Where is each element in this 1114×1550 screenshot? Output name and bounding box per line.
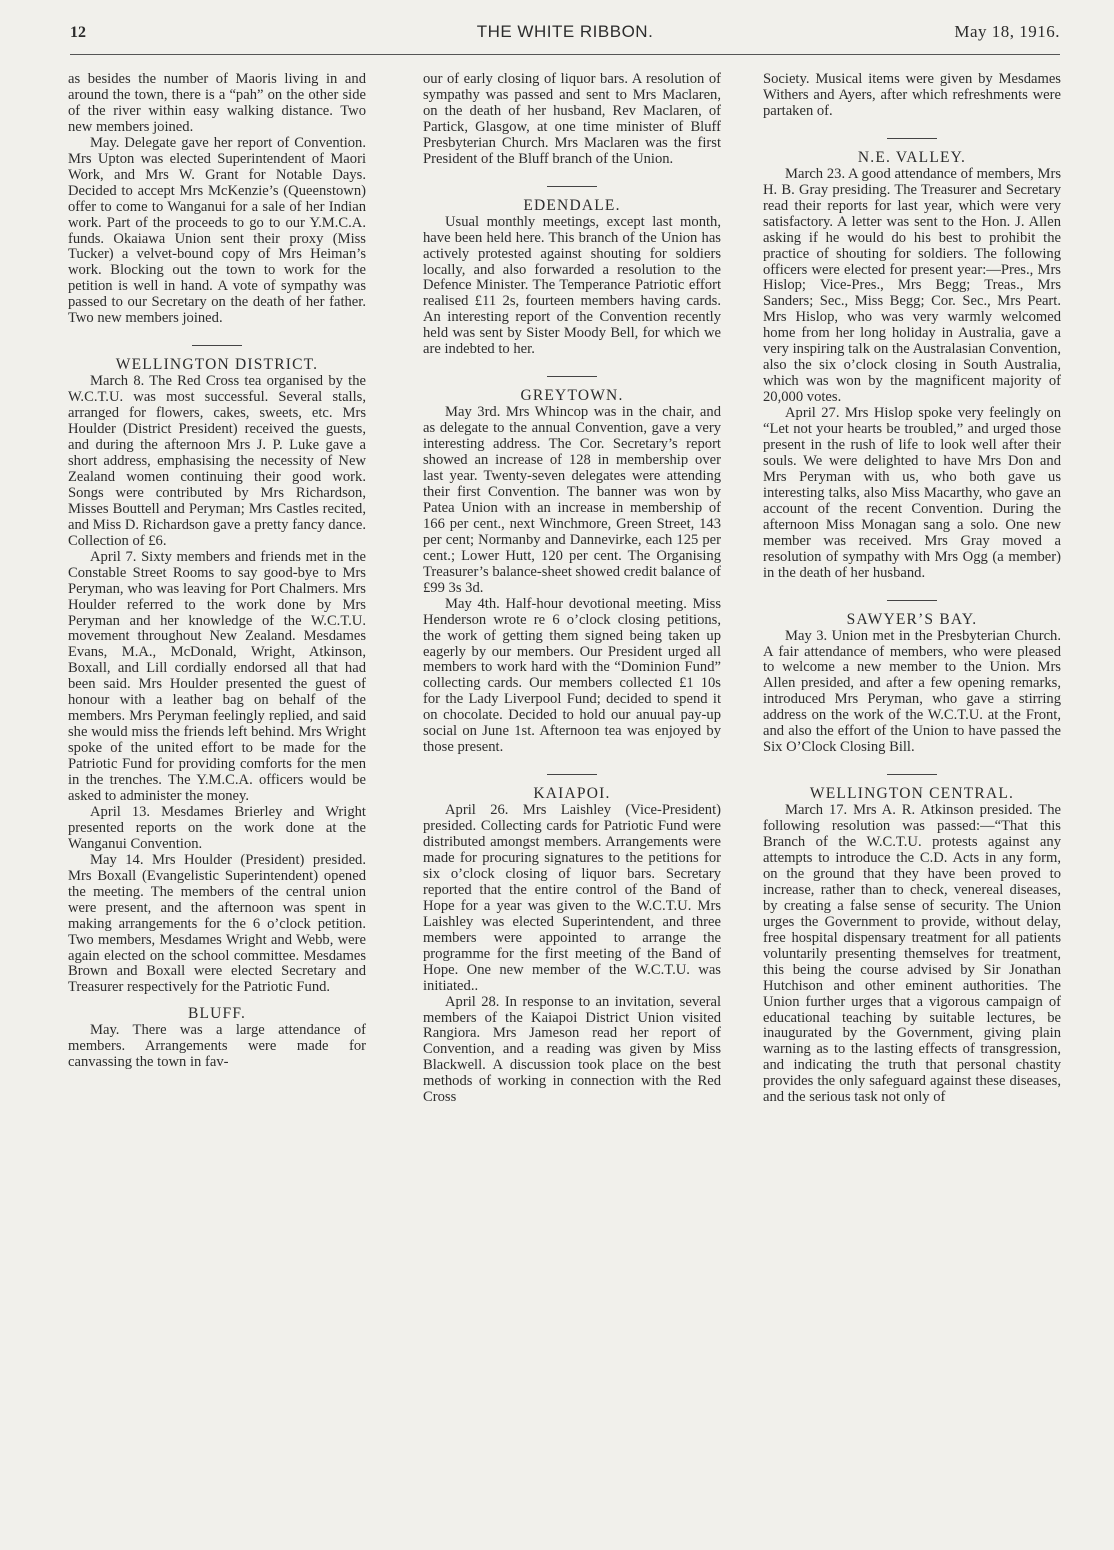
section-heading-kaiapoi: KAIAPOI. — [533, 785, 611, 803]
paragraph: April 27. Mrs Hislop spoke very feelingly on “Let not your hearts be troubled,” and urged those present in the rush of life to look well after their souls. We were delighted to have Mrs Don and Mrs Peryman with us, who both gave us interesting talks, also Miss Macarthy, who gave an account of the recent Convention. During the afternoon Miss Monagan sang a solo. One new member was received. Mrs Gray moved a resolution of sympathy with Mrs Ogg (a member) in the death of her husband. — [763, 405, 1061, 581]
section-heading-edendale: EDENDALE. — [523, 196, 621, 214]
paragraph: April 7. Sixty members and friends met in the Constable Street Rooms to say good-bye to Mrs Peryman, who was leaving for Port Chalmers. Mrs Houlder referred to the work done by Mrs Peryman and her knowledge of the W.C.T.U. movement throughout New Zealand. Mesdames Evans, M.A., McDonald, Wright, Atkinson, Boxall, and Lill cordially endorsed all that had been said. Mrs Houlder presented the guest of honour with a leather bag on behalf of the members. Mrs Peryman feelingly replied, and said she would miss the friends left behind. Mrs Wright spoke of the united effort to be made for the Patriotic Fund for providing comforts for the men in the trenches. The Y.M.C.A. officers would be asked to administer the money. — [68, 548, 366, 804]
paragraph: Society. Musical items were given by Mesdames Withers and Ayers, after which refreshments were partaken of. — [763, 71, 1061, 119]
section-divider — [192, 345, 242, 346]
section-heading-sawyers-bay: SAWYER’S BAY. — [846, 610, 978, 628]
paragraph: March 23. A good attendance of members, Mrs H. B. Gray presiding. The Treasurer and Secretary read their reports for last year, which were very satisfactory. A letter was sent to the Hon. J. Allen asking if he would do his best to prohibit the practice of shouting for soldiers. The following officers were elected for present year:—Pres., Mrs Hislop; Vice-Pres., Mrs Begg; Treas., Mrs Sanders; Sec., Miss Begg; Cor. Sec., Mrs Peart. Mrs Hislop, who was very warmly welcomed home from her long holiday in Australia, gave a very inspiring talk on the Australasian Convention, also the six o’clock closing in South Australia, which was won by the magnificent majority of 20,000 votes. — [763, 165, 1061, 406]
column-2 — [423, 72, 721, 1106]
section-divider — [887, 138, 937, 139]
paragraph: Usual monthly meetings, except last month, have been held here. This branch of the Union has actively protested against shouting for soldiers locally, and also forwarded a resolution to the Defence Minister. The Temperance Patriotic effort realised £11 2s, fourteen members having cards. An interesting report of the Convention recently held was sent by Sister Moody Bell, for which we are indebted to her. — [423, 213, 721, 358]
column-3 — [763, 72, 1061, 1106]
paragraph: May 4th. Half-hour devotional meeting. Miss Henderson wrote re 6 o’clock closing petitions, the work of getting them signed being taken up eagerly by our members. Our President urged all members to work hard with the “Dominion Fund” collecting cards. Our members collected £1 10s for the Lady Liverpool Fund; decided to spend it on chocolate. Decided to hold our anuual pay-up social on June 1st. Afternoon tea was enjoyed by those present. — [423, 595, 721, 756]
page-header — [70, 18, 1060, 55]
paragraph: March 8. The Red Cross tea organised by the W.C.T.U. was most successful. Several stalls, arranged for flowers, cakes, sweets, etc. Mrs Houlder (District President) received the guests, and during the afternoon Mrs J. P. Luke gave a short address, emphasising the necessity of New Zealand women continuing their good work. Songs were contributed by Mrs Richardson, Misses Bouttell and Peryman; Mrs Castles recited, and Miss D. Richardson gave a pretty fancy dance. Collection of £6. — [68, 373, 366, 549]
publication-title: THE WHITE RIBBON. — [476, 22, 654, 41]
paragraph: May. There was a large attendance of members. Arrangements were made for canvassing the town in fav- — [68, 1022, 366, 1071]
section-heading-ne-valley: N.E. VALLEY. — [857, 148, 967, 166]
paragraph: May 3rd. Mrs Whincop was in the chair, and as delegate to the annual Convention, gave a very interesting address. The Cor. Secretary’s report showed an increase of 128 in membership over last year. Twenty-seven delegates were attending their first Convention. The banner was won by Patea Union with an increase in membership of 166 per cent., next Winchmore, Green Street, 143 per cent; Normanby and Dannevirke, each 125 per cent.; Lower Hutt, 120 per cent. The Organising Treasurer’s balance-sheet showed credit balance of £99 3s 3d. — [423, 404, 721, 596]
paragraph: April 26. Mrs Laishley (Vice-President) presided. Collecting cards for Patriotic Fund were distributed amongst members. Arrangements were made for procuring signatures to the petitions for six o’clock closing of liquor bars. Secretary reported that the entire control of the Band of Hope for a year was given to the W.C.T.U. Mrs Laishley was elected Superintendent, and three members were appointed to arrange the programme for the first meeting of the Band of Hope. One new member of the W.C.T.U. was initiated.. — [423, 802, 721, 994]
section-divider — [887, 600, 937, 601]
paragraph: April 13. Mesdames Brierley and Wright presented reports on the work done at the Wanganui Convention. — [68, 803, 366, 852]
column-1 — [68, 72, 366, 1071]
section-heading-wellington-district: WELLINGTON DISTRICT. — [115, 356, 319, 374]
section-heading-bluff: BLUFF. — [187, 1005, 247, 1023]
issue-date: May 18, 1916. — [954, 22, 1060, 41]
paragraph: April 28. In response to an invitation, several members of the Kaiapoi District Union visited Rangiora. Mrs Jameson read her report of Convention, and a reading was given by Miss Blackwell. A discussion took place on the best methods of working in connection with the Red Cross — [423, 993, 721, 1106]
section-heading-greytown: GREYTOWN. — [520, 387, 624, 405]
paragraph: May 3. Union met in the Presbyterian Church. A fair attendance of members, who were pleased to welcome a new member to the Union. Mrs Allen presided, and after a few opening remarks, introduced Mrs Peryman, who gave a stirring address on the work of the W.C.T.U. at the Front, and also the effort of the Union to have passed the Six O’Clock Closing Bill. — [763, 627, 1061, 756]
paragraph: as besides the number of Maoris living in and around the town, there is a “pah” on the other side of the river within easy walking distance. Two new members joined. — [68, 71, 366, 135]
paragraph: March 17. Mrs A. R. Atkinson presided. The following resolution was passed:—“That this Branch of the W.C.T.U. protests against any attempts to introduce the C.D. Acts in any form, on the ground that they have been proved to increase, rather than to check, venereal diseases, by creating a false sense of security. The Union urges the Government to provide, without delay, free hospital dispensary treatment for all patients voluntarily presenting themselves for treatment, this being the course advised by Sir Jonathan Hutchison and other eminent authorities. The Union further urges that a vigorous campaign of educational teaching by suitable lectures, be inaugurated by the Government, giving plain warning as to the lasting effects of transgression, and indicating the truth that personal chastity provides the only safeguard against these diseases, and the serious task not only of — [763, 802, 1061, 1106]
section-divider — [547, 186, 597, 187]
section-divider — [547, 774, 597, 775]
section-heading-wellington-central: WELLINGTON CENTRAL. — [809, 785, 1015, 803]
page-number: 12 — [70, 24, 86, 41]
paragraph: our of early closing of liquor bars. A resolution of sympathy was passed and sent to Mrs Maclaren, on the death of her husband, Rev Maclaren, of Partick, Glasgow, at one time minister of Bluff Presbyterian Church. Mrs Maclaren was the first President of the Bluff branch of the Union. — [423, 71, 721, 167]
paragraph: May. Delegate gave her report of Convention. Mrs Upton was elected Superintendent of Maori Work, and Mrs W. Grant for Notable Days. Decided to accept Mrs McKenzie’s (Queenstown) offer to come to Wanganui for a sale of her Indian work. Part of the proceeds to go to our Y.M.C.A. funds. Okaiawa Union sent their proxy (Miss Tucker) a velvet-bound copy of Mrs Heiman’s work. Blocking out the town to work for the petition is well in hand. A vote of sympathy was passed to our Secretary on the death of her father. Two new members joined. — [68, 134, 366, 327]
section-divider — [547, 376, 597, 377]
paragraph: May 14. Mrs Houlder (President) presided. Mrs Boxall (Evangelistic Superintendent) opened the meeting. The members of the central union were present, and the afternoon was spent in making arrangements for the 6 o’clock petition. Two members, Mesdames Wright and Webb, were again elected on the school committee. Mesdames Brown and Boxall were elected Secretary and Treasurer respectively for the Patriotic Fund. — [68, 851, 366, 996]
section-divider — [887, 774, 937, 775]
